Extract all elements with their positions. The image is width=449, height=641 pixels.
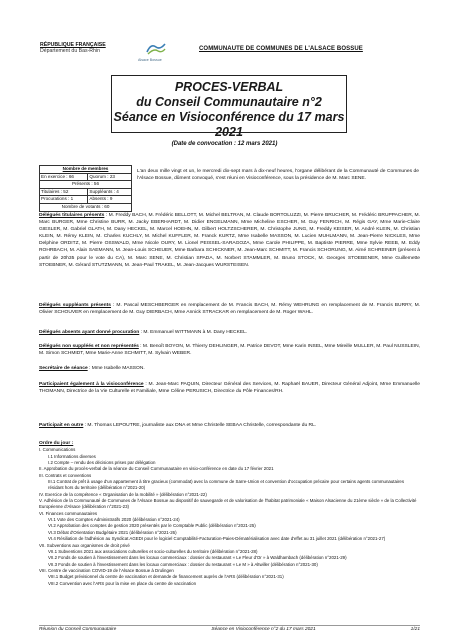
outre-paragraph [39,422,420,429]
comcom-title: COMMUNAUTE DE COMMUNES DE L'ALSACE BOSSUE [199,46,363,52]
procuration-text: : M. Emmanuel WITTMANN à M. Dany HECKEL. [139,330,248,335]
agenda-item: VI.1 Vote des Comptes Administratifs 2020 (délibération n°2021-24) [48,517,180,523]
participant-paragraph [39,381,420,395]
agenda-item: V. Adhésion de la Communauté de Communes de l'Alsace Bossue au dispositif de sauvegarde et de valorisation de l'habitat patrimoniale « Maison Alsacienne du 21ème siècle » de la Collectivité Européenne d'Alsace (délibération n°2021-23) [39,498,417,510]
republic-header [40,42,106,54]
agenda-item: VII.2 Fonds de soutien à l'investissement dans les locaux commerciaux : dossier du restaurant « Le Fleur d'Or » à Waldhambach (délibération n°2021-29) [48,555,347,561]
agenda-item: I.2 Compte – rendu des décisions prises par délégation [48,460,156,466]
absents-paragraph [39,343,420,357]
members-cell: Titulaires : 52 [40,188,88,196]
agenda-heading: Ordre du jour : [39,441,74,446]
titulaires-label: Délégués titulaires présents [39,213,105,218]
agenda-item: VIII. Centre de vaccination COVID-19 de l'Alsace Bossue à Drulingen [39,567,174,573]
agenda-item: VI.4 Résiliation de l'adhésion au Syndicat AGEDI pour le logiciel Comptabilité-Facturation-Paies-Dématérialisation avec date d'effet au 31 juillet 2021 (délibération n°2021-27) [48,536,386,542]
members-cell: En exercice : 66 [40,173,88,181]
participant-label: Participaient également à la visioconférence [39,382,144,387]
procuration-label: Délégués absents ayant donné procuration [39,330,140,335]
logo-caption: Alsace Bossue [138,58,162,62]
title-line-3: Séance en Visioconférence du 17 mars 2021 [113,110,345,139]
absents-label: Délégués non suppléés et non représentés [39,344,139,349]
alsace-bossue-logo [145,40,167,56]
agenda-item: VIII.1 Budget prévisionnel du centre de vaccination et demande de financement auprès de l'ARS (délibération n°2021-31) [48,574,284,580]
absents-text: : M. Benoît BOYON, M. Thierry DEHLINGER, M. Patrice DEVOT, Mme Karin INSEL, Mme Mireille MULLER, M. Paul NUSSLEIN, M. Simon SCHMIDT, Mme Marie-Anne SCHMITT, M. Sylvain WEBER. [39,344,420,357]
agenda-item: VI.3 Débat d'Orientation Budgétaire 2021 (délibération n°2021-26) [48,529,177,535]
secretaire-text: : Mme Isabelle MASSON. [87,366,145,371]
secretaire-paragraph [39,365,420,372]
agenda-item: II. Approbation du procès-verbal de la séance du Conseil Communautaire en visio-conférence en date du 17 février 2021 [39,466,274,472]
republique-label: RÉPUBLIQUE FRANÇAISE [40,42,106,48]
agenda-item: III. Contrats et conventions [39,472,92,478]
secretaire-label: Secrétaire de séance [39,366,88,371]
members-header: Nombre de membres [40,166,132,174]
page-number: 1/21 [410,627,420,632]
titulaires-text: : M. Freddy BACH, M. Frédéric BELLOTT, M. Michel BELTRAN, M. Claude BORTOLUZZI, M. Pierre BRUCHER, M. Frédéric BRUPPACHER, M. Marc BURGER, Mme Christine BURR, M. Jacky EBERHARDT, M. Didier ENGELMANN, Mme Micheline ESCHER, M. Guy FENRICH, M. Régis GAY, Mme Marie-Claire GIESLER, M. Gabriel GLATH, M. Dany HECKEL, M. Marcel HOEHN, M. Gilbert HOLTZSCHERER, M. Christophe JUNG, M. Freddy KEISER, M. André KLEIN, M. Christian KLEIN, M. Rémy KLEIN, M. Charles KUCHLY, M. Michel KUFFLER, M. Franck KURTZ, Mme Isabelle MASSON, M. Lucien MUHLMANN, M. Jean-Pierre NICKLES, Mme Delphine ORDITZ, M. Pierre OSSWALD, Mme Nicole OURY, M. Lionel PEISSEL-SARAGOZA, Mme Carole PHILIPPE, M. Baptiste PIERRE, Mme Sylvie REEB, M. Eddy ROHRBACH, M. Alain SAEMANN, M. Jean-Louis SCHEUER, Mme Barbara SCHICKNER, M. Jean-Marc SCHMITT, M. Francis SCHORUNG, M. Aimé SCHREINER (présent à partir de 20h35 pour le vote du CA), M. Marc SENE, M. Christian SPADA, M. Norbert STAMMLER, M. Bruno STOCK, M. Georges STOEBENER, Mme Guillemette STOEBNER, M. Gérard STUTZMANN, M. Jean-Paul TRAKEL, M. Jean-Jacques WURSTEISEN. [39,213,420,268]
convocation-date: (Date de convocation : 12 mars 2021) [171,141,278,147]
agenda-item: VII.1 Subventions 2021 aux associations culturelles et socio-culturelles du territoire (délibération n°2021-28) [48,548,258,554]
agenda-item: VII.3 Fonds de soutien à l'investissement dans les locaux commerciaux : dossier du restaurant « Le M » à Altwiller (délibération n°2021-30) [48,561,318,567]
agenda-item: VI. Finances communautaires [39,510,98,516]
members-cell: Absents : 9 [88,196,132,204]
departement-label: Département du Bas-Rhin [40,48,100,54]
intro-paragraph: L'an deux mille vingt et un, le mercredi dix-sept mars à dix-neuf heures, l'organe délibérant de la Communauté de Communes de l'Alsace Bossue, dûment convoqué, s'est réuni en Visioconférence, sous la présidence de M. Marc SENE. [137,169,419,182]
suppleants-paragraph [39,302,420,316]
agenda-item: IV. Exercice de la compétence « Organisation de la mobilité » (délibération n°2021-22) [39,491,207,497]
outre-text: : M. Thomas LEPOUTRE, journaliste aux DNA et Mme Christelle SEBAA Christelle, correspondante du RL. [83,423,317,428]
agenda-item: III.1 Contrat de prêt à usage d'un appartement à titre gracieux (commodat) avec la commune de Sarre-Union et convention d'occupation précaire pour certains agents communautaires résidant hors du territoire (délibération n°2021-20) [48,479,405,491]
members-cell: Procurations : 1 [40,196,88,204]
agenda [39,441,420,587]
agenda-item: I.1 Informations diverses [48,453,96,459]
footer-center: Séance en Visioconférence n°2 du 17 mars 2021 [211,627,316,632]
titulaires-paragraph [39,212,420,269]
agenda-item: VIII.2 Convention avec l'ARS pour la mise en place du centre de vaccination [48,580,197,586]
suppleants-label: Délégués suppléants présents [39,303,111,308]
title-line-1: PROCES-VERBAL [174,80,284,94]
members-cell: Quorum : 23 [88,173,132,181]
members-cell: Suppléants : 4 [88,188,132,196]
title-line-2: du Conseil Communautaire n°2 [136,95,322,109]
page-footer [39,625,420,632]
title-box [111,75,347,139]
suppleants-text: : M. Pascal MESCHBERGER en remplacement de M. Francis BACH, M. Rémy WEHRUNG en remplacement de M. Francis BURRY, M. Olivier SCHOUVER en remplacement de M. Guy DIERBACH, Mme Annick STRACKAR en remplacement de M. Roger WAHL. [39,303,421,316]
agenda-item: VII. Subventions aux organismes de droit privé [39,542,130,548]
agenda-item: VI.2 Approbation des comptes de gestion 2020 présentés par le Comptable Public (délibération n°2021-25) [48,523,256,529]
footer-left: Réunion du Conseil Communautaire [39,627,117,632]
procuration-paragraph [39,329,420,336]
members-cell: Présents : 56 [40,181,132,189]
participant-text: : M. Jean-Marc PAQUIN, Directeur Général des Services, M. Raphaël BAUER, Directeur Général Adjoint, Mme Emmanuelle THOMANN, Directrice de la Vie Culturelle et Familiale, Mme Céline PERUSICH, Directrice du Pôle Finances/RH. [39,382,420,395]
agenda-list [39,447,420,587]
members-table [39,165,132,212]
agenda-item: I. Communications [39,447,76,453]
members-cell: Nombre de votants : 60 [40,203,132,211]
outre-label: Participait en outre [39,423,84,428]
